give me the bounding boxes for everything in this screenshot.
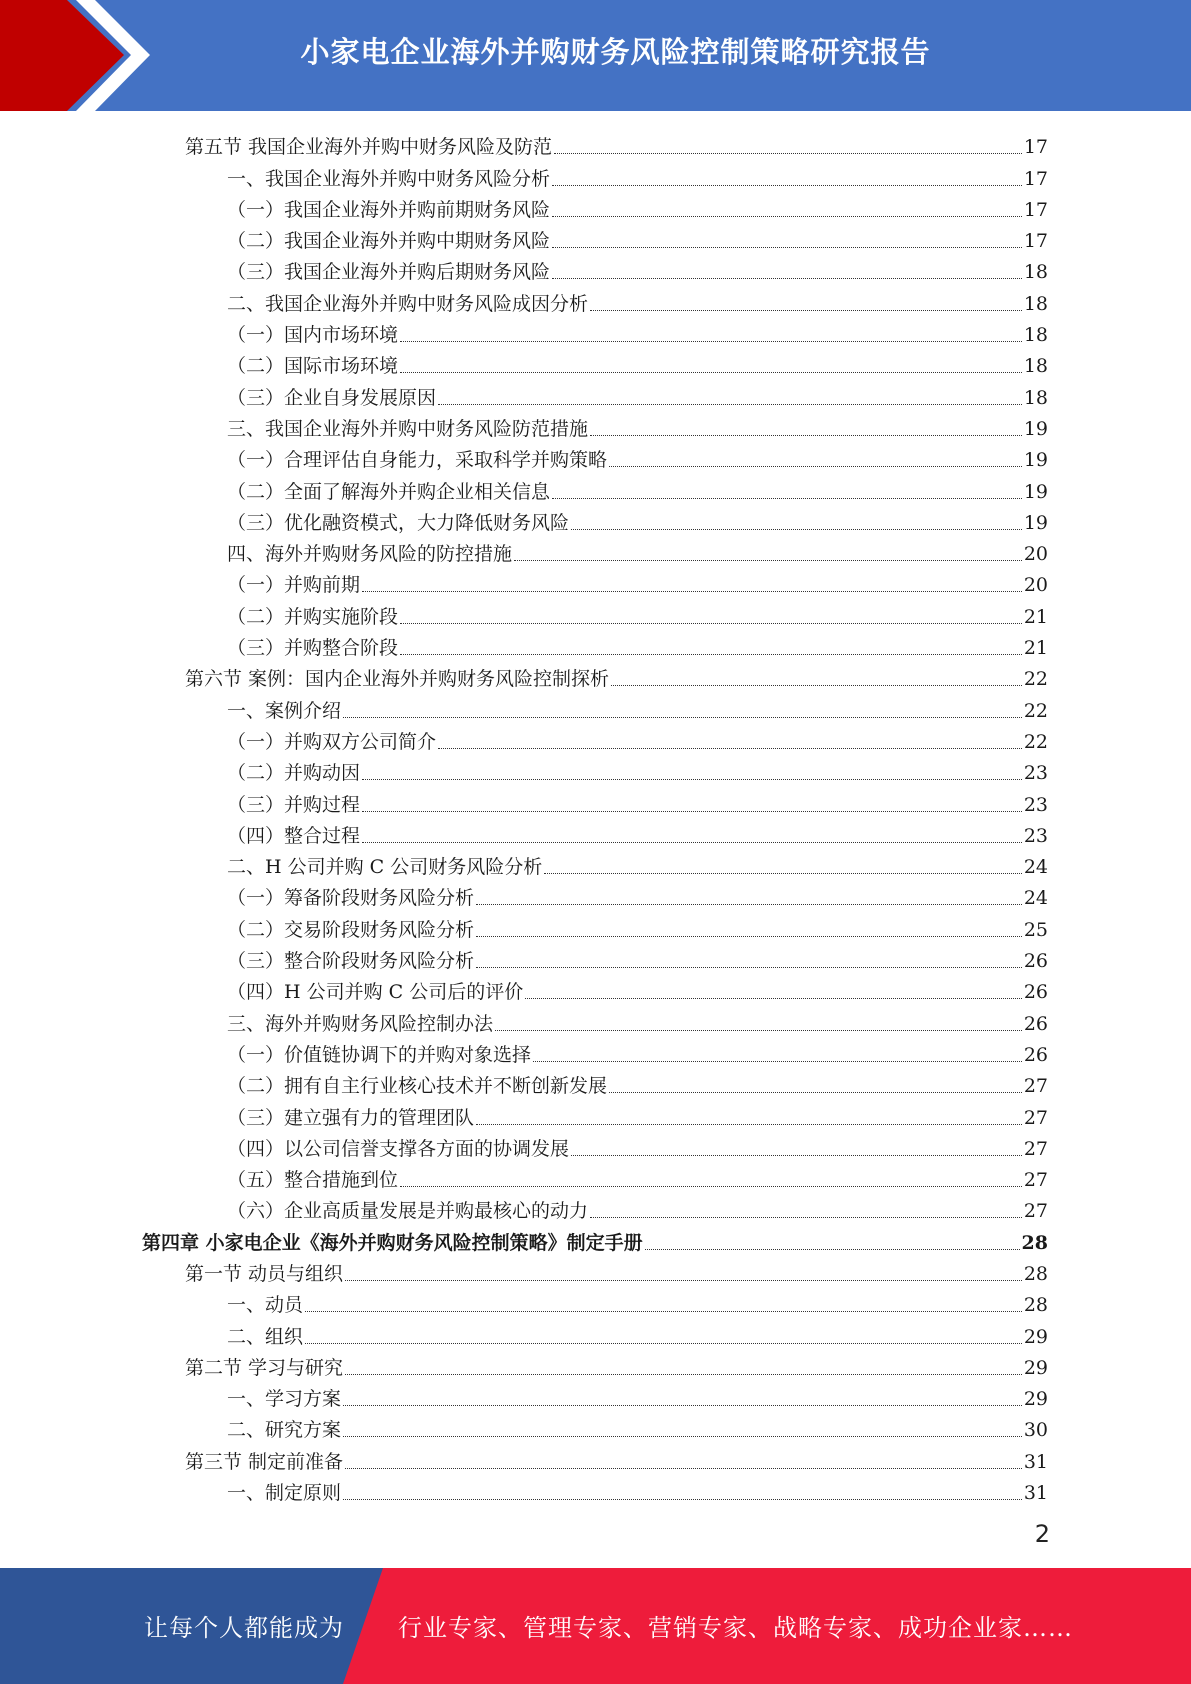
toc-entry-page: 30 — [1023, 1419, 1048, 1442]
toc-dot-leader — [343, 717, 1022, 718]
toc-entry[interactable] — [140, 942, 1048, 973]
toc-entry[interactable] — [140, 1411, 1048, 1442]
toc-entry[interactable] — [140, 817, 1048, 848]
toc-entry[interactable] — [140, 629, 1048, 660]
toc-dot-leader — [400, 1186, 1022, 1187]
toc-entry[interactable] — [140, 441, 1048, 472]
toc-dot-leader — [476, 967, 1022, 968]
toc-entry-title: 第三节 制定前准备 — [185, 1450, 344, 1473]
toc-entry[interactable] — [140, 472, 1048, 503]
toc-entry-page: 22 — [1023, 668, 1048, 691]
toc-dot-leader — [495, 1030, 1022, 1031]
toc-entry-title: 第四章 小家电企业《海外并购财务风险控制策略》制定手册 — [142, 1231, 643, 1254]
toc-dot-leader — [343, 1436, 1022, 1437]
toc-entry-page: 25 — [1023, 918, 1048, 941]
toc-entry-page: 26 — [1023, 1043, 1048, 1066]
toc-entry-page: 23 — [1023, 793, 1048, 816]
toc-dot-leader — [400, 341, 1022, 342]
toc-entry-title: 第二节 学习与研究 — [185, 1356, 344, 1379]
toc-dot-leader — [362, 779, 1022, 780]
toc-entry-title: 三、海外并购财务风险控制办法 — [227, 1012, 494, 1035]
toc-entry-page: 21 — [1023, 637, 1048, 660]
toc-dot-leader — [362, 842, 1022, 843]
toc-dot-leader — [362, 591, 1022, 592]
toc-dot-leader — [345, 1374, 1022, 1375]
toc-entry[interactable] — [140, 723, 1048, 754]
toc-entry[interactable] — [140, 410, 1048, 441]
toc-entry[interactable] — [140, 1474, 1048, 1505]
toc-entry[interactable] — [140, 879, 1048, 910]
toc-entry-page: 18 — [1023, 292, 1048, 315]
toc-entry[interactable] — [140, 535, 1048, 566]
toc-dot-leader — [645, 1249, 1020, 1250]
toc-entry[interactable] — [140, 1161, 1048, 1192]
toc-entry-title: 第一节 动员与组织 — [185, 1262, 344, 1285]
toc-entry[interactable] — [140, 222, 1048, 253]
toc-dot-leader — [400, 623, 1022, 624]
toc-entry-page: 23 — [1023, 762, 1048, 785]
table-of-contents — [140, 128, 1048, 1505]
toc-entry-title: 一、动员 — [227, 1294, 304, 1317]
toc-dot-leader — [476, 904, 1022, 905]
toc-entry[interactable] — [140, 754, 1048, 785]
toc-entry-page: 17 — [1023, 198, 1048, 221]
toc-entry[interactable] — [140, 1004, 1048, 1035]
toc-entry-title: （一）国内市场环境 — [227, 324, 399, 347]
toc-dot-leader — [343, 1499, 1022, 1500]
header-arrow-decoration — [0, 0, 150, 111]
toc-entry-page: 22 — [1023, 730, 1048, 753]
toc-entry[interactable] — [140, 347, 1048, 378]
toc-entry[interactable] — [140, 284, 1048, 315]
footer-slogan-right: 行业专家、管理专家、营销专家、战略专家、成功企业家…… — [398, 1614, 1073, 1642]
toc-dot-leader — [571, 1155, 1022, 1156]
toc-entry[interactable] — [140, 1255, 1048, 1286]
toc-entry-title: 一、我国企业海外并购中财务风险分析 — [227, 167, 551, 190]
toc-dot-leader — [552, 247, 1022, 248]
toc-entry[interactable] — [140, 159, 1048, 190]
toc-entry-page: 22 — [1023, 699, 1048, 722]
toc-entry-title: 三、我国企业海外并购中财务风险防范措施 — [227, 417, 589, 440]
toc-entry-title: （二）全面了解海外并购企业相关信息 — [227, 480, 551, 503]
toc-entry-title: （三）整合阶段财务风险分析 — [227, 950, 475, 973]
toc-entry[interactable] — [140, 191, 1048, 222]
toc-entry-page: 18 — [1023, 386, 1048, 409]
toc-dot-leader — [525, 998, 1022, 999]
toc-entry-title: 二、我国企业海外并购中财务风险成因分析 — [227, 292, 589, 315]
page-number: 2 — [1034, 1520, 1050, 1548]
toc-entry-title: （二）拥有自主行业核心技术并不断创新发展 — [227, 1075, 608, 1098]
toc-entry-title: 一、制定原则 — [227, 1482, 342, 1505]
toc-entry[interactable] — [140, 1442, 1048, 1473]
toc-entry-title: （六）企业高质量发展是并购最核心的动力 — [227, 1200, 589, 1223]
toc-dot-leader — [590, 1217, 1022, 1218]
toc-entry-title: （二）交易阶段财务风险分析 — [227, 918, 475, 941]
toc-dot-leader — [590, 310, 1022, 311]
toc-entry-title: （二）我国企业海外并购中期财务风险 — [227, 230, 551, 253]
toc-entry[interactable] — [140, 597, 1048, 628]
toc-entry[interactable] — [140, 785, 1048, 816]
toc-entry-title: （四）以公司信誉支撑各方面的协调发展 — [227, 1137, 570, 1160]
toc-dot-leader — [552, 498, 1022, 499]
toc-dot-leader — [590, 435, 1022, 436]
toc-dot-leader — [611, 685, 1022, 686]
toc-entry-page: 17 — [1023, 136, 1048, 159]
toc-entry-page: 24 — [1023, 856, 1048, 879]
toc-entry-title: 一、案例介绍 — [227, 699, 342, 722]
toc-entry[interactable] — [140, 504, 1048, 535]
toc-dot-leader — [552, 185, 1022, 186]
toc-entry-title: 四、海外并购财务风险的防控措施 — [227, 543, 513, 566]
toc-entry-title: （一）筹备阶段财务风险分析 — [227, 887, 475, 910]
toc-entry-page: 21 — [1023, 605, 1048, 628]
toc-entry-page: 29 — [1023, 1325, 1048, 1348]
toc-entry-page: 19 — [1023, 417, 1048, 440]
toc-entry-title: 二、H 公司并购 C 公司财务风险分析 — [227, 856, 543, 879]
toc-dot-leader — [438, 748, 1022, 749]
page-header — [0, 0, 1191, 111]
toc-dot-leader — [400, 372, 1022, 373]
toc-entry-title: （一）我国企业海外并购前期财务风险 — [227, 198, 551, 221]
toc-entry-title: （三）并购整合阶段 — [227, 637, 399, 660]
toc-dot-leader — [438, 404, 1022, 405]
toc-entry[interactable] — [140, 1317, 1048, 1348]
toc-entry[interactable] — [140, 660, 1048, 691]
toc-entry[interactable] — [140, 1067, 1048, 1098]
toc-entry[interactable] — [140, 566, 1048, 597]
toc-entry-title: 第五节 我国企业海外并购中财务风险及防范 — [185, 136, 553, 159]
toc-entry-page: 18 — [1023, 324, 1048, 347]
toc-dot-leader — [552, 278, 1022, 279]
toc-entry[interactable] — [140, 1349, 1048, 1380]
toc-entry-page: 28 — [1023, 1262, 1048, 1285]
toc-entry-page: 27 — [1023, 1106, 1048, 1129]
footer-slogan-left: 让每个人都能成为 — [144, 1614, 344, 1642]
toc-entry-title: （四）整合过程 — [227, 824, 361, 847]
toc-entry[interactable] — [140, 691, 1048, 722]
toc-entry-page: 20 — [1023, 543, 1048, 566]
toc-entry-page: 27 — [1023, 1137, 1048, 1160]
toc-entry-title: （二）并购动因 — [227, 762, 361, 785]
toc-entry-page: 31 — [1023, 1450, 1048, 1473]
toc-dot-leader — [305, 1343, 1022, 1344]
toc-entry[interactable] — [140, 848, 1048, 879]
toc-entry[interactable] — [140, 1380, 1048, 1411]
toc-entry-page: 17 — [1023, 167, 1048, 190]
toc-entry-title: （一）合理评估自身能力，采取科学并购策略 — [227, 449, 608, 472]
toc-dot-leader — [571, 529, 1022, 530]
toc-dot-leader — [345, 1280, 1022, 1281]
toc-entry-title: 一、学习方案 — [227, 1388, 342, 1411]
toc-dot-leader — [305, 1311, 1022, 1312]
toc-dot-leader — [552, 216, 1022, 217]
toc-entry-page: 19 — [1023, 449, 1048, 472]
toc-entry-page: 23 — [1023, 824, 1048, 847]
toc-entry[interactable] — [140, 378, 1048, 409]
toc-entry-page: 26 — [1023, 1012, 1048, 1035]
toc-entry-page: 18 — [1023, 355, 1048, 378]
toc-entry-title: （三）并购过程 — [227, 793, 361, 816]
toc-entry-page: 17 — [1023, 230, 1048, 253]
toc-entry-page: 27 — [1023, 1200, 1048, 1223]
toc-entry-page: 19 — [1023, 480, 1048, 503]
toc-entry[interactable] — [140, 316, 1048, 347]
toc-entry-title: （五）整合措施到位 — [227, 1169, 399, 1192]
toc-entry-page: 28 — [1021, 1231, 1048, 1254]
toc-entry-title: （三）建立强有力的管理团队 — [227, 1106, 475, 1129]
toc-entry-page: 20 — [1023, 574, 1048, 597]
toc-entry-title: （一）并购双方公司简介 — [227, 730, 437, 753]
toc-entry-page: 24 — [1023, 887, 1048, 910]
toc-entry-title: （三）我国企业海外并购后期财务风险 — [227, 261, 551, 284]
toc-entry[interactable] — [140, 1223, 1048, 1254]
toc-dot-leader — [554, 153, 1022, 154]
toc-entry[interactable] — [140, 1286, 1048, 1317]
toc-entry-title: （二）并购实施阶段 — [227, 605, 399, 628]
toc-entry[interactable] — [140, 1098, 1048, 1129]
toc-entry-title: （四）H 公司并购 C 公司后的评价 — [227, 981, 524, 1004]
toc-dot-leader — [476, 1124, 1022, 1125]
toc-dot-leader — [609, 466, 1022, 467]
toc-entry-page: 26 — [1023, 950, 1048, 973]
toc-entry-title: （一）并购前期 — [227, 574, 361, 597]
toc-entry-page: 27 — [1023, 1075, 1048, 1098]
toc-dot-leader — [544, 873, 1022, 874]
toc-entry-page: 28 — [1023, 1294, 1048, 1317]
toc-entry-page: 27 — [1023, 1169, 1048, 1192]
toc-dot-leader — [514, 560, 1022, 561]
toc-dot-leader — [343, 1405, 1022, 1406]
toc-entry[interactable] — [140, 253, 1048, 284]
toc-entry[interactable] — [140, 1130, 1048, 1161]
toc-entry[interactable] — [140, 910, 1048, 941]
toc-entry-title: （三）企业自身发展原因 — [227, 386, 437, 409]
toc-entry[interactable] — [140, 1036, 1048, 1067]
toc-dot-leader — [476, 936, 1022, 937]
toc-entry[interactable] — [140, 1192, 1048, 1223]
toc-entry-page: 31 — [1023, 1482, 1048, 1505]
toc-entry-page: 18 — [1023, 261, 1048, 284]
toc-entry-title: 二、研究方案 — [227, 1419, 342, 1442]
toc-entry-title: 二、组织 — [227, 1325, 304, 1348]
toc-entry-page: 19 — [1023, 511, 1048, 534]
toc-entry-page: 26 — [1023, 981, 1048, 1004]
toc-entry-title: （三）优化融资模式，大力降低财务风险 — [227, 511, 570, 534]
toc-entry-title: （一）价值链协调下的并购对象选择 — [227, 1043, 532, 1066]
toc-dot-leader — [609, 1092, 1022, 1093]
toc-entry[interactable] — [140, 128, 1048, 159]
toc-entry-title: （二）国际市场环境 — [227, 355, 399, 378]
toc-dot-leader — [400, 654, 1022, 655]
toc-entry-page: 29 — [1023, 1388, 1048, 1411]
toc-dot-leader — [345, 1468, 1022, 1469]
toc-entry[interactable] — [140, 973, 1048, 1004]
toc-dot-leader — [533, 1061, 1022, 1062]
report-title: 小家电企业海外并购财务风险控制策略研究报告 — [300, 34, 931, 69]
toc-dot-leader — [362, 811, 1022, 812]
toc-entry-page: 29 — [1023, 1356, 1048, 1379]
toc-entry-title: 第六节 案例：国内企业海外并购财务风险控制探析 — [185, 668, 610, 691]
